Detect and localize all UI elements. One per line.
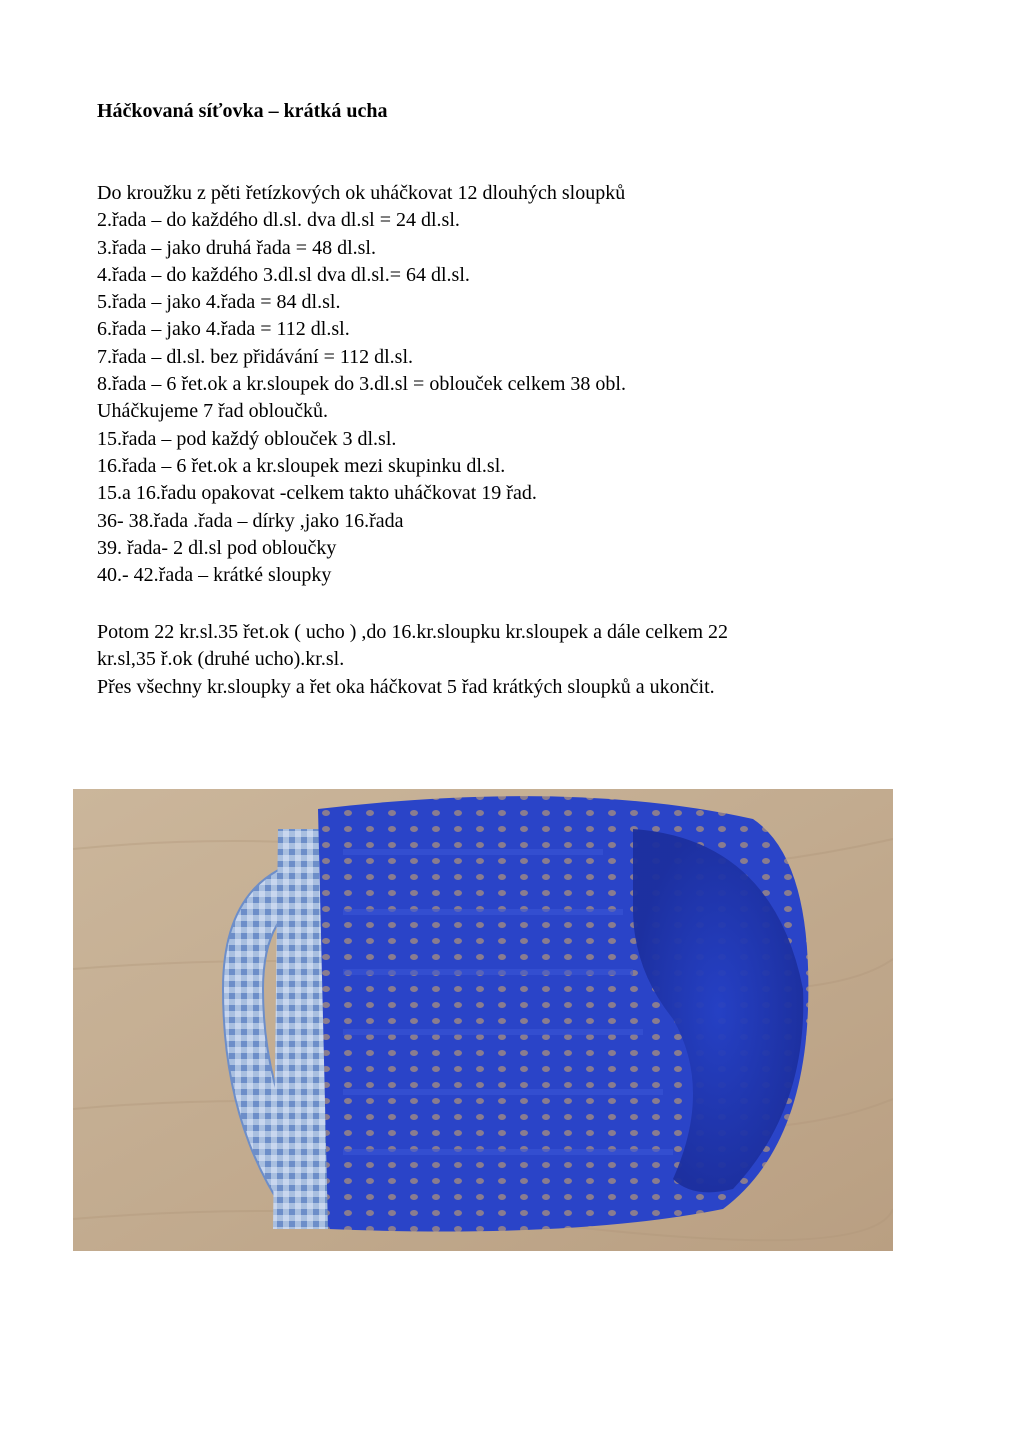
instruction-line: 16.řada – 6 řet.ok a kr.sloupek mezi skupinku dl.sl.: [97, 454, 506, 477]
instruction-line: 39. řada- 2 dl.sl pod obloučky: [97, 536, 337, 559]
crochet-bag-photo: [73, 789, 893, 1251]
instruction-line: Do kroužku z pěti řetízkových ok uháčkovat 12 dlouhých sloupků: [97, 182, 626, 204]
closing-line: Potom 22 kr.sl.35 řet.ok ( ucho ) ,do 16.kr.sloupku kr.sloupek a dále celkem 22: [97, 621, 729, 643]
closing-line: kr.sl,35 ř.ok (druhé ucho).kr.sl.: [97, 648, 345, 671]
instruction-line: 15.a 16.řadu opakovat -celkem takto uháčkovat 19 řad.: [97, 482, 537, 505]
instruction-line: 15.řada – pod každý oblouček 3 dl.sl.: [97, 427, 397, 450]
document-title: Háčkovaná síťovka – krátká ucha: [97, 100, 388, 122]
instruction-line: 36- 38.řada .řada – dírky ,jako 16.řada: [97, 509, 404, 532]
instruction-line: 5.řada – jako 4.řada = 84 dl.sl.: [97, 291, 341, 314]
instruction-line: 4.řada – do každého 3.dl.sl dva dl.sl.= 64 dl.sl.: [97, 263, 470, 286]
instructions-block: [97, 180, 897, 589]
instruction-line: 6.řada – jako 4.řada = 112 dl.sl.: [97, 318, 350, 341]
instruction-line: 40.- 42.řada – krátké sloupky: [97, 564, 332, 587]
instruction-line: 7.řada – dl.sl. bez přidávání = 112 dl.sl.: [97, 345, 414, 368]
instruction-line: 3.řada – jako druhá řada = 48 dl.sl.: [97, 236, 376, 259]
instruction-line: 8.řada – 6 řet.ok a kr.sloupek do 3.dl.sl = oblouček celkem 38 obl.: [97, 373, 626, 396]
instruction-line: 2.řada – do každého dl.sl. dva dl.sl = 24 dl.sl.: [97, 209, 460, 232]
closing-block: [97, 619, 897, 701]
closing-line: Přes všechny kr.sloupky a řet oka háčkovat 5 řad krátkých sloupků a ukončit.: [97, 675, 715, 698]
instruction-line: Uháčkujeme 7 řad obloučků.: [97, 400, 329, 423]
